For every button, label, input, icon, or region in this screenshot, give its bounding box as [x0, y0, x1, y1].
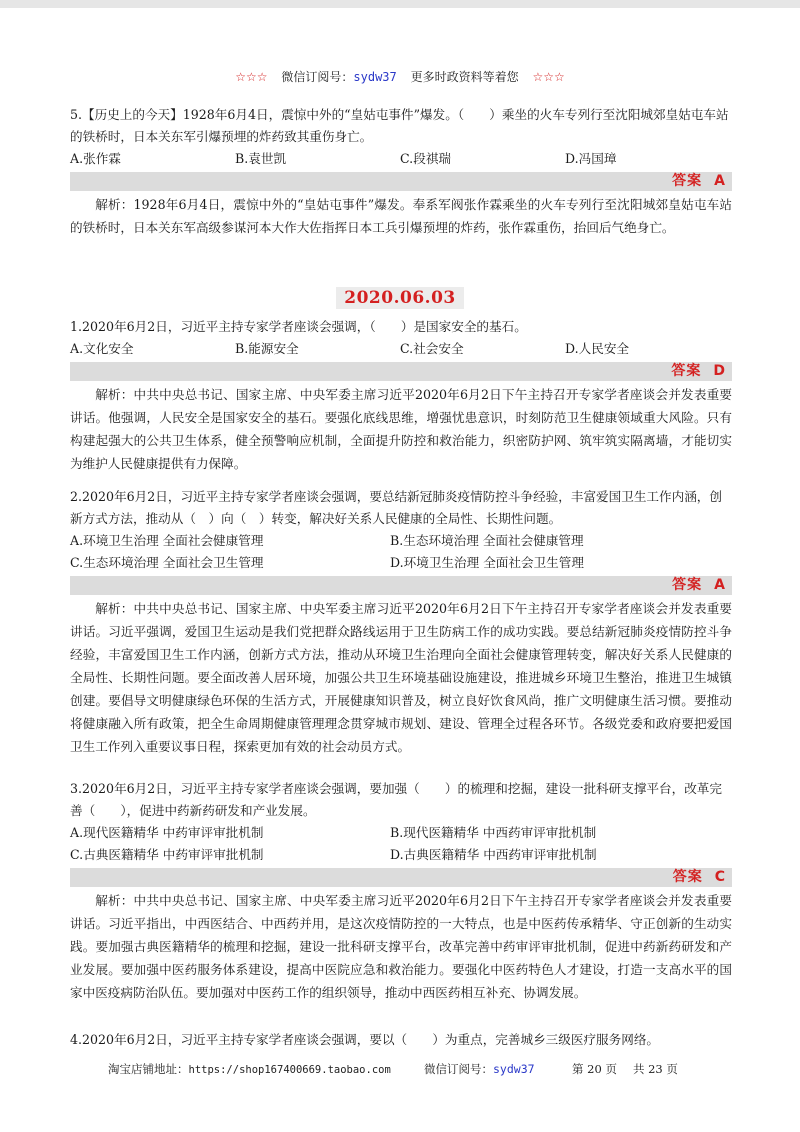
option-b: B.现代医籍精华 中西药审评审批机制: [390, 825, 597, 840]
explanation: 解析：中共中央总书记、国家主席、中央军委主席习近平2020年6月2日下午主持召开专家学者座谈会并发表重要讲话。习近平强调，爱国卫生运动是我们党把群众路线运用于卫生防病工作的成功实践。要总结新冠肺炎疫情防控斗争经验，丰富爱国卫生工作内涵，创新方式方法，推动从环境卫生治理向全面社会健康管理转变，解决好关系人民健康的全局性、长期性问题。要全面改善人居环境，加强公共卫生环境基础设施建设，推进城乡环境卫生整治，推进卫生城镇创建。要倡导文明健康绿色环保的生活方式，开展健康知识普及，树立良好饮食风尚，推广文明健康生活习惯。要推动将健康融入所有政策，把全生命周期健康管理理念贯穿城市规划、建设、管理全过程各环节。各级党委和政府要把爱国卫生工作列入重要议事日程，探索更加有效的社会动员方式。: [70, 601, 732, 754]
option-b: B.袁世凯: [235, 151, 287, 166]
footer-shop: 淘宝店铺地址：https://shop167400669.taobao.com: [108, 1062, 391, 1076]
footer-subscribe: 微信订阅号：sydw37: [424, 1062, 535, 1076]
header-subscribe-label: 微信订阅号：: [281, 70, 354, 84]
answer-bar: [70, 868, 732, 887]
option-b: B.生态环境治理 全面社会健康管理: [390, 533, 584, 548]
question-text: 3.2020年6月2日，习近平主持专家学者座谈会强调，要加强（ ）的梳理和挖掘，建设一批科研支撑平台，改革完善（ ），促进中药新药研发和产业发展。: [70, 781, 722, 818]
question-text: 1.2020年6月2日，习近平主持专家学者座谈会强调，（ ）是国家安全的基石。: [70, 319, 527, 334]
header-account: sydw37: [353, 70, 397, 84]
option-a: A.环境卫生治理 全面社会健康管理: [70, 533, 264, 548]
options: [70, 822, 732, 866]
option-d: D.人民安全: [565, 341, 630, 356]
answer: 答案 A: [672, 577, 726, 593]
options: [70, 148, 732, 170]
explanation: 解析：中共中央总书记、国家主席、中央军委主席习近平2020年6月2日下午主持召开专家学者座谈会并发表重要讲话。他强调，人民安全是国家安全的基石。要强化底线思维，增强忧患意识，时刻防范卫生健康领域重大风险。只有构建起强大的公共卫生体系，健全预警响应机制，全面提升防控和救治能力，织密防护网、筑牢筑实隔离墙，才能切实为维护人民健康提供有力保障。: [70, 387, 732, 471]
option-a: A.现代医籍精华 中药审评审批机制: [70, 825, 264, 840]
option-c: C.社会安全: [400, 341, 464, 356]
question-5: [70, 104, 732, 239]
header-tagline: 更多时政资料等着您: [410, 70, 519, 84]
option-d: D.古典医籍精华 中西药审评审批机制: [390, 847, 597, 862]
page-number: 第 20 页: [572, 1062, 617, 1076]
question-text: 5.【历史上的今天】1928年6月4日，震惊中外的“皇姑屯事件”爆发。（ ）乘坐的火车专列行至沈阳城郊皇姑屯车站的铁桥时，日本关东军引爆预埋的炸药致其重伤身亡。: [70, 107, 729, 144]
header-stars-right: ☆☆☆: [532, 70, 565, 84]
option-a: A.张作霖: [70, 151, 121, 166]
option-c: C.段祺瑞: [400, 151, 451, 166]
answer-bar: [70, 362, 732, 381]
answer: 答案 A: [672, 173, 726, 189]
explanation: 解析：1928年6月4日，震惊中外的“皇姑屯事件”爆发。奉系军阀张作霖乘坐的火车专列行至沈阳城郊皇姑屯车站的铁桥时，日本关东军高级参谋河本大作大佐指挥日本工兵引爆预埋的炸药，张作霖重伤，抬回后气绝身亡。: [70, 197, 732, 235]
answer: 答案 C: [672, 869, 726, 885]
explanation: 解析：中共中央总书记、国家主席、中央军委主席习近平2020年6月2日下午主持召开专家学者座谈会并发表重要讲话。习近平指出，中西医结合、中西药并用，是这次疫情防控的一大特点，也是中医药传承精华、守正创新的生动实践。要加强古典医籍精华的梳理和挖掘，建设一批科研支撑平台，改革完善中药审评审批机制，促进中药新药研发和产业发展。要加强中医药服务体系建设，提高中医院应急和救治能力。要强化中医药特色人才建设，打造一支高水平的国家中医疫病防治队伍。要加强对中医药工作的组织领导，推动中西医药相互补充、协调发展。: [70, 893, 732, 1000]
footer-pagination: [572, 1061, 694, 1077]
question-1: [70, 316, 732, 475]
answer: 答案 D: [671, 363, 726, 379]
options: [70, 338, 732, 360]
option-a: A.文化安全: [70, 341, 134, 356]
option-d: D.环境卫生治理 全面社会卫生管理: [390, 555, 584, 570]
date-heading: [0, 287, 800, 309]
question-2: [70, 486, 732, 758]
page-total: 共 23 页: [632, 1062, 678, 1076]
question-text: 4.2020年6月2日，习近平主持专家学者座谈会强调，要以（ ）为重点，完善城乡三级医疗服务网络。: [70, 1032, 660, 1047]
answer-bar: [70, 172, 732, 191]
header-stars-left: ☆☆☆: [235, 70, 268, 84]
question-text: 2.2020年6月2日，习近平主持专家学者座谈会强调，要总结新冠肺炎疫情防控斗争经验，丰富爱国卫生工作内涵，创新方式方法，推动从（ ）向（ ）转变，解决好关系人民健康的全局性、长期性问题。: [70, 489, 722, 526]
option-d: D.冯国璋: [565, 151, 617, 166]
question-4: [70, 1029, 732, 1051]
date-heading-text: 2020.06.03: [336, 287, 463, 309]
answer-bar: [70, 576, 732, 595]
option-c: C.古典医籍精华 中药审评审批机制: [70, 847, 264, 862]
options: [70, 530, 732, 574]
question-3: [70, 778, 732, 1004]
option-c: C.生态环境治理 全面社会卫生管理: [70, 555, 264, 570]
shop-url[interactable]: https://shop167400669.taobao.com: [188, 1064, 391, 1076]
page-header: [0, 68, 800, 85]
option-b: B.能源安全: [235, 341, 299, 356]
